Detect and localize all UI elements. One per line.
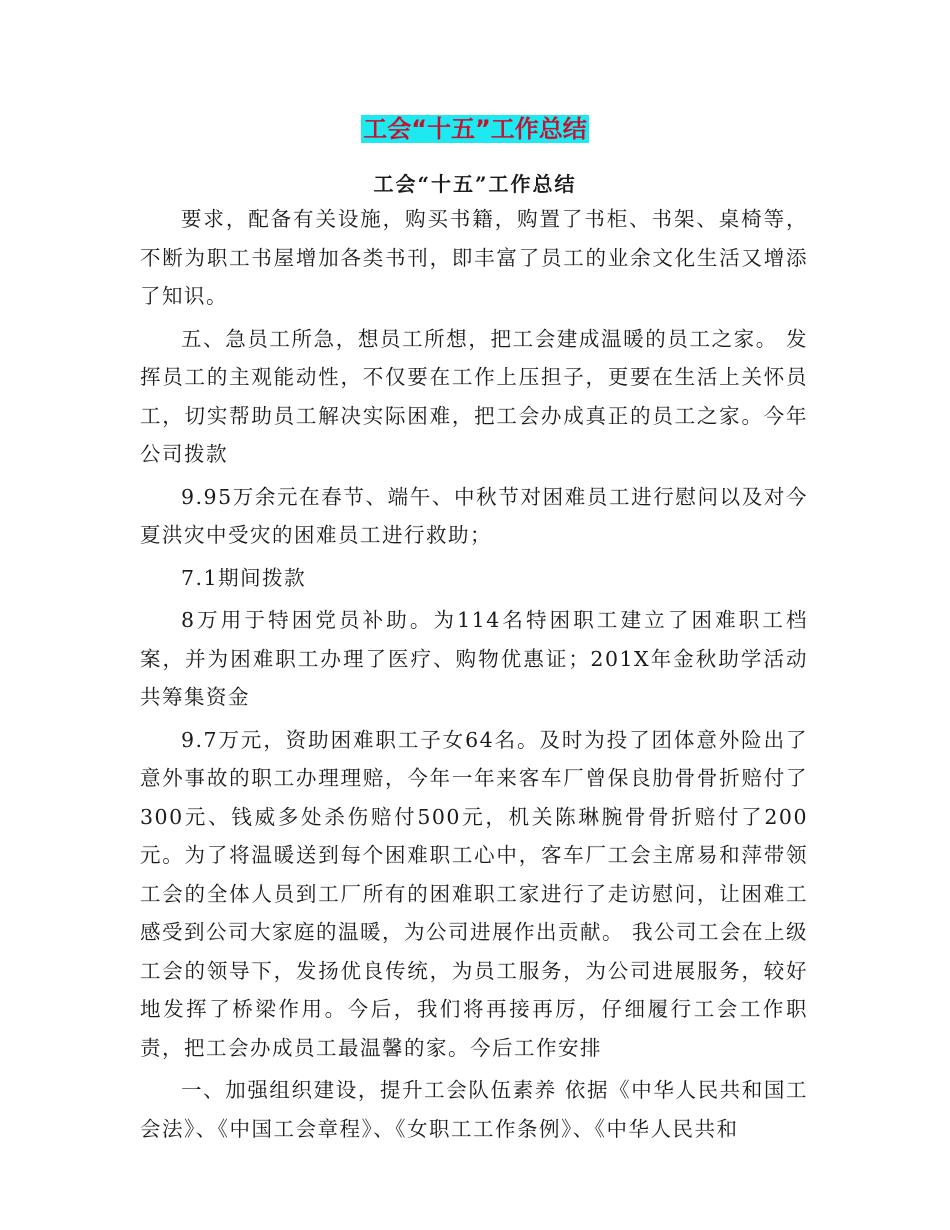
paragraph: 五、急员工所急，想员工所想，把工会建成温暖的员工之家。 发挥员工的主观能动性，不仅要在工作上压担子，更要在生活上关怀员工，切实帮助员工解决实际困难，把工会办成真正的员工之家。今年公司拨款 bbox=[140, 326, 808, 466]
paragraph: 9.95万余元在春节、端午、中秋节对困难员工进行慰问以及对今夏洪灾中受灾的困难员工进行救助； bbox=[140, 484, 808, 547]
paragraph: 8万用于特困党员补助。为114名特困职工建立了困难职工档案，并为困难职工办理了医疗、购物优惠证；201X年金秋助学活动共筹集资金 bbox=[140, 608, 808, 709]
paragraph: 7.1期间拨款 bbox=[181, 565, 307, 590]
paragraph: 一、加强组织建设，提升工会队伍素养 依据《中华人民共和国工会法》、《中国工会章程》、《女职工工作条例》、《中华人民共和 bbox=[140, 1078, 808, 1141]
document-subtitle: 工会“十五”工作总结 bbox=[373, 172, 577, 196]
paragraph: 9.7万元，资助困难职工子女64名。及时为投了团体意外险出了意外事故的职工办理理赔，今年一年来客车厂曾保良肋骨骨折赔付了300元、钱威多处杀伤赔付500元，机关陈琳腕骨骨折赔付了200元。为了将温暖送到每个困难职工心中，客车厂工会主席易和萍带领工会的全体人员到工厂所有的困难职工家进行了走访慰问，让困难工感受到公司大家庭的温暖，为公司进展作出贡献。 我公司工会在上级工会的领导下，发扬优良传统，为员工服务，为公司进展服务，较好地发挥了桥梁作用。今后，我们将再接再厉，仔细履行工会工作职责，把工会办成员工最温馨的家。今后工作安排 bbox=[140, 727, 809, 1060]
document-title-highlight: 工会“十五”工作总结 bbox=[363, 115, 587, 143]
document-body bbox=[140, 200, 808, 1152]
document-title bbox=[0, 112, 950, 146]
paragraph: 要求，配备有关设施，购买书籍，购置了书柜、书架、桌椅等，不断为职工书屋增加各类书刊，即丰富了员工的业余文化生活又增添了知识。 bbox=[140, 207, 808, 308]
